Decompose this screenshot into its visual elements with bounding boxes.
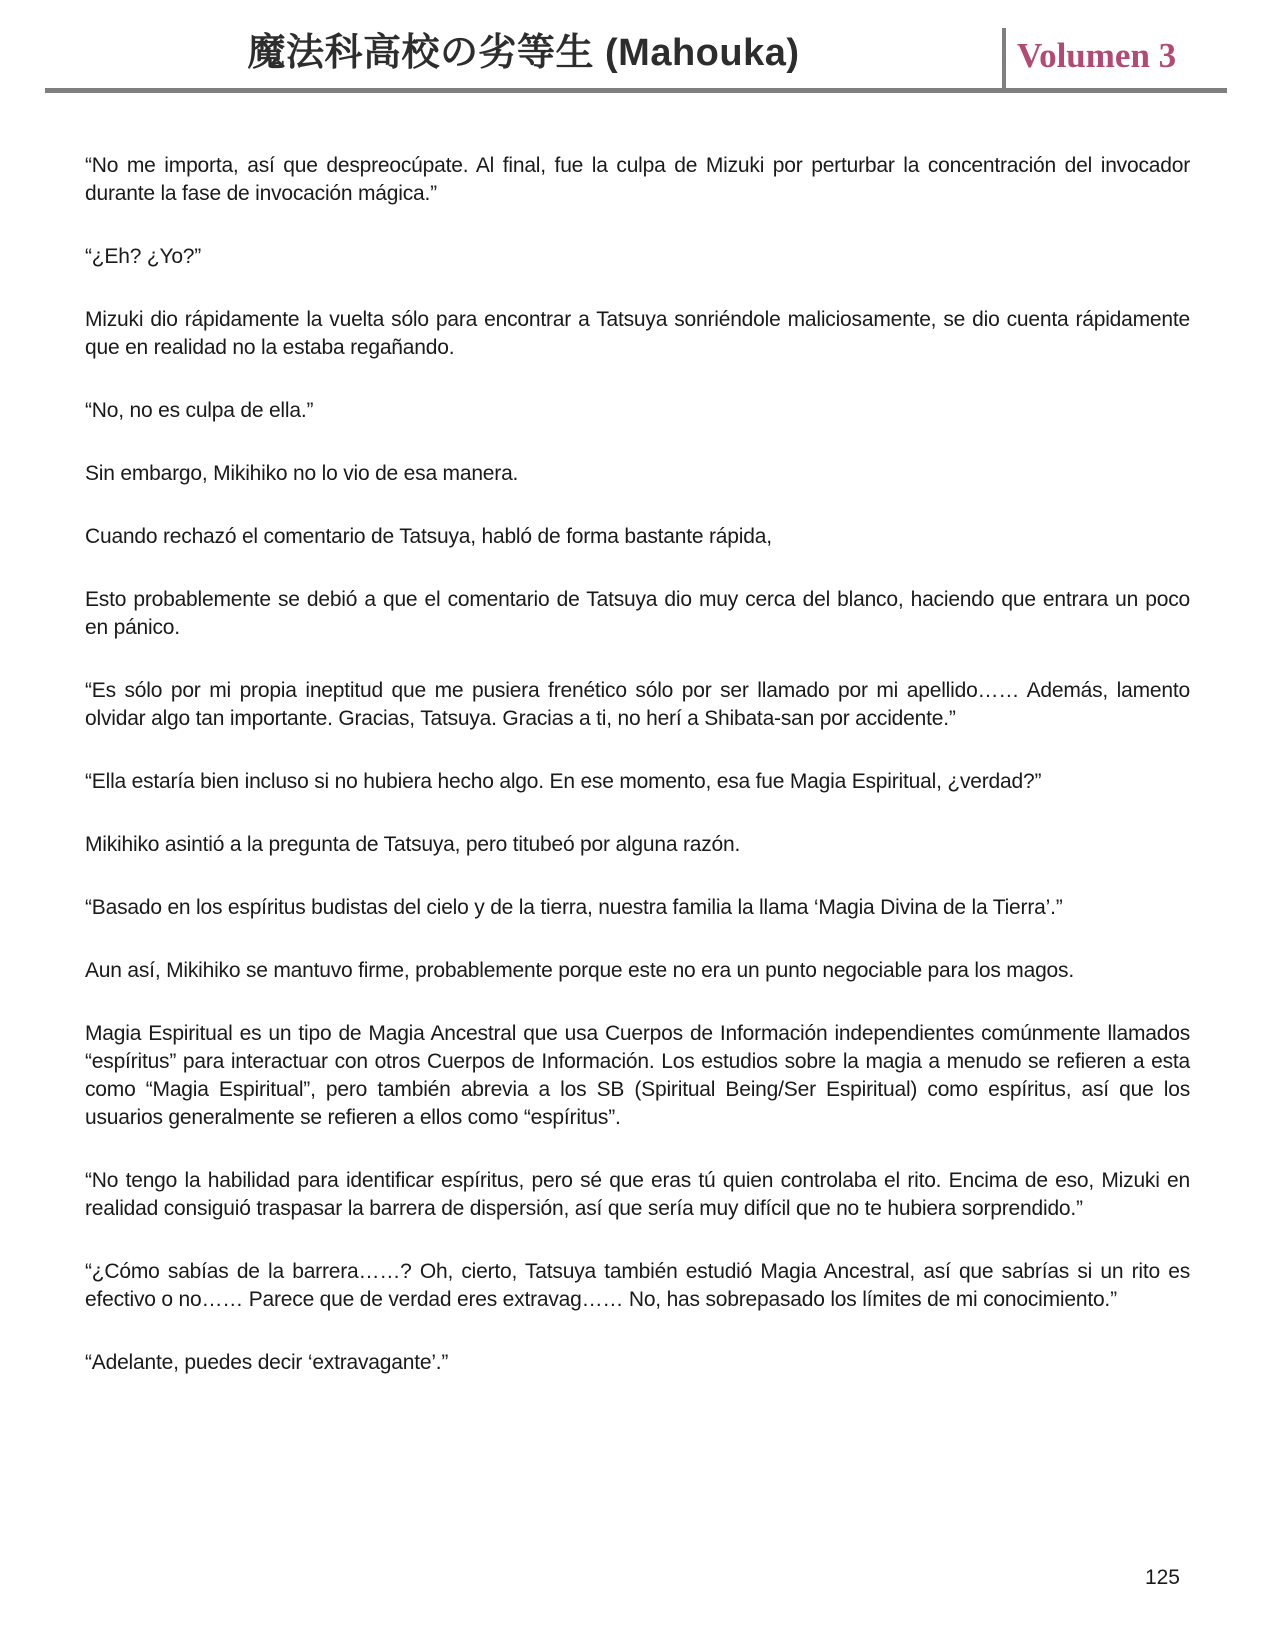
paragraph: “No me importa, así que despreocúpate. Al final, fue la culpa de Mizuki por perturbar la concentración del invocador durante la fase de invocación mágica.” [85,154,1190,205]
header-horizontal-rule [45,88,1227,93]
paragraph: “Basado en los espíritus budistas del cielo y de la tierra, nuestra familia la llama ‘Magia Divina de la Tierra’.” [85,896,1063,919]
paragraph: Aun así, Mikihiko se mantuvo firme, probablemente porque este no era un punto negociable para los magos. [85,959,1074,982]
paragraph: Magia Espiritual es un tipo de Magia Ancestral que usa Cuerpos de Información independientes comúnmente llamados “espíritus” para interactuar con otros Cuerpos de Información. Los estudios sobre la magia a menudo se refieren a esta como “Magia Espiritual”, pero también abrevia a los SB (Spiritual Being/Ser Espiritual) como espíritus, así que los usuarios generalmente se refieren a ellos como “espíritus”. [85,1022,1190,1129]
paragraph: Mizuki dio rápidamente la vuelta sólo para encontrar a Tatsuya sonriéndole maliciosamente, se dio cuenta rápidamente que en realidad no la estaba regañando. [85,308,1190,359]
volume-label: Volumen 3 [1017,36,1177,75]
paragraph: Esto probablemente se debió a que el comentario de Tatsuya dio muy cerca del blanco, haciendo que entrara un poco en pánico. [85,588,1190,639]
paragraph: “No tengo la habilidad para identificar espíritus, pero sé que eras tú quien controlaba el rito. Encima de eso, Mizuki en realidad consiguió traspasar la barrera de dispersión, así que sería muy difícil que no te hubiera sorprendido.” [85,1169,1190,1220]
paragraph: “Es sólo por mi propia ineptitud que me pusiera frenético sólo por ser llamado por mi apellido…… Además, lamento olvidar algo tan importante. Gracias, Tatsuya. Gracias a ti, no herí a Shibata-san por accidente.” [85,679,1190,730]
paragraph: “Adelante, puedes decir ‘extravagante’.” [85,1351,449,1374]
page-number: 125 [1144,1566,1180,1589]
paragraph: “¿Cómo sabías de la barrera……? Oh, cierto, Tatsuya también estudió Magia Ancestral, así que sabrías si un rito es efectivo o no…… Parece que de verdad eres extravag…… No, has sobrepasado los límites de mi conocimiento.” [85,1260,1190,1311]
document-title: 魔法科高校の劣等生 (Mahouka) [247,32,800,74]
page-header [0,0,1275,100]
header-vertical-divider [1002,28,1006,93]
page-body [85,152,1190,1377]
paragraph: Cuando rechazó el comentario de Tatsuya, habló de forma bastante rápida, [85,525,772,548]
paragraph: Sin embargo, Mikihiko no lo vio de esa manera. [85,462,519,485]
paragraph: “¿Eh? ¿Yo?” [85,245,202,268]
paragraph: Mikihiko asintió a la pregunta de Tatsuya, pero titubeó por alguna razón. [85,833,741,856]
paragraph: “Ella estaría bien incluso si no hubiera hecho algo. En ese momento, esa fue Magia Espiritual, ¿verdad?” [85,770,1042,793]
paragraph: “No, no es culpa de ella.” [85,399,314,422]
